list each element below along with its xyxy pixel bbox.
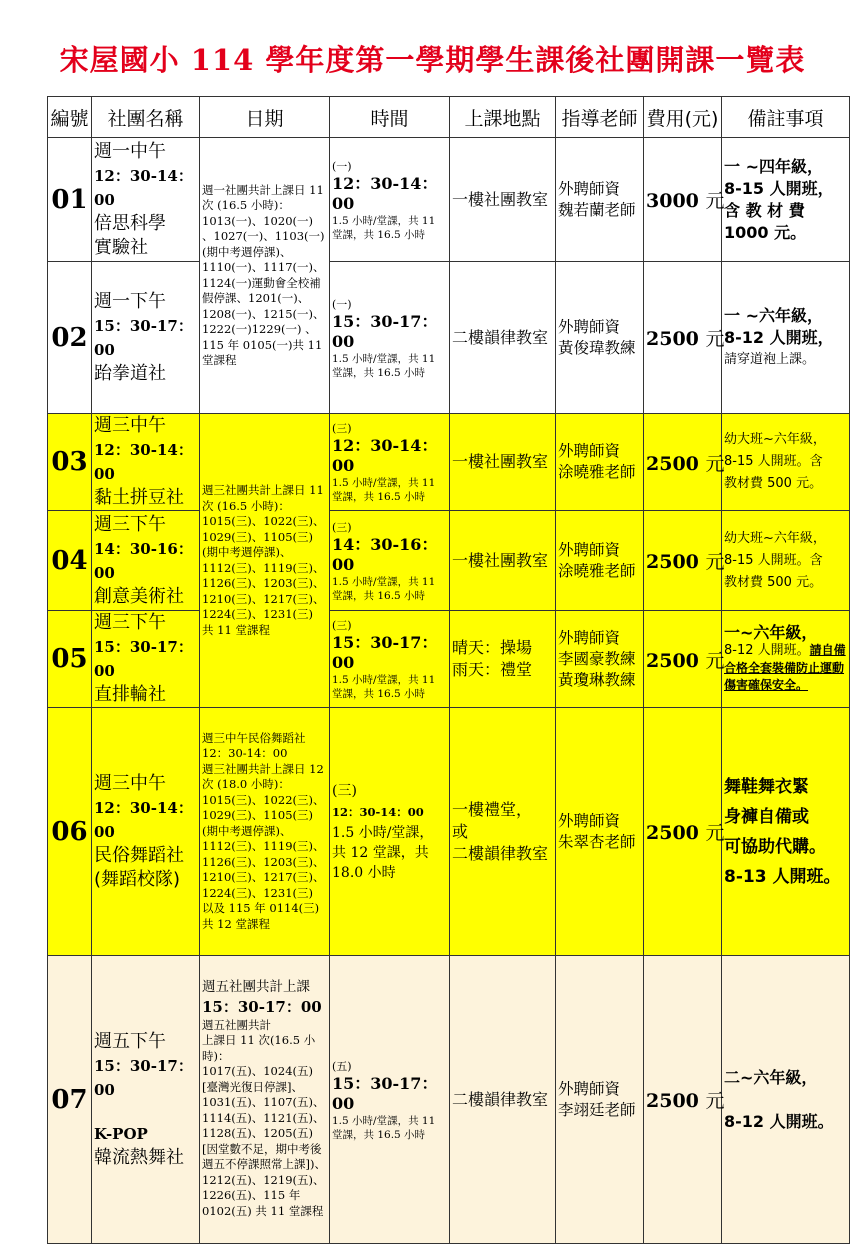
header-date: 日期	[200, 97, 330, 138]
club-name-cell	[92, 262, 200, 414]
table-row	[48, 414, 850, 511]
location-cell: 一樓社團教室	[450, 414, 556, 511]
teacher-line: 李國豪教練	[558, 649, 636, 668]
time-day: (三)	[332, 422, 352, 435]
club-name: 民俗舞蹈社	[94, 844, 184, 866]
club-time: 15：30-17：00	[94, 316, 193, 359]
row-number: 04	[48, 511, 92, 611]
time-cell	[330, 956, 450, 1244]
note-line: 8-15 人開班。含	[724, 454, 823, 469]
note-line: 8-15 人開班，	[724, 178, 834, 198]
date-cell: 週三社團共計上課日 11 次 (16.5 小時)：1015(三)、1022(三)、1029(三)、1105(三) (期中考週停課)、1112(三)、1119(三)、1126(三)、1203(三)、1210(三)、1217(三)、1224(三)、1231(三) 共 11 堂課程	[200, 414, 330, 708]
time-cell	[330, 262, 450, 414]
table-row	[48, 611, 850, 708]
location-line: 雨天：禮堂	[452, 660, 533, 679]
spacer	[94, 1102, 197, 1122]
time-main: 15：30-17：00	[332, 1073, 438, 1113]
fee-value: 2500	[646, 822, 699, 844]
teacher-cell	[556, 511, 644, 611]
note-line: 幼大班~六年級，	[724, 530, 826, 546]
table-row	[48, 956, 850, 1244]
notes-cell	[722, 414, 850, 511]
teacher-line: 外聘師資	[558, 540, 621, 559]
club-name: 實驗社	[94, 236, 148, 258]
date-cell: 週一社團共計上課日 11 次 (16.5 小時)：1013(一)、1020(一) 、1027(一)、1103(一) (期中考週停課)、1110(一)、1117(一)、1124(一)運動會全校補假停課、1201(一)、1208(一)、1215(一)、1222(一)1229(一) 、115 年 0105(一)共 11 堂課程	[200, 138, 330, 414]
club-name-cell	[92, 138, 200, 262]
fee-value: 3000	[646, 190, 699, 212]
note-line: 教材費 500 元。	[724, 476, 823, 491]
note-line: 8-12 人開班，	[724, 327, 834, 347]
table-row	[48, 511, 850, 611]
note-line: 可協助代購。	[724, 836, 826, 857]
club-day: 週三下午	[94, 513, 166, 535]
time-cell	[330, 511, 450, 611]
club-name-cell	[92, 511, 200, 611]
fee-unit: 元	[705, 190, 725, 212]
time-main: 15：30-17：00	[332, 311, 438, 351]
notes-cell	[722, 956, 850, 1244]
date-line: 週五社團共計	[202, 1017, 271, 1032]
teacher-line: 李翊廷老師	[558, 1100, 636, 1119]
fee-value: 2500	[646, 551, 699, 573]
time-day: (三)	[332, 520, 352, 534]
club-time: 15：30-17：00	[94, 1056, 193, 1099]
club-name-cell	[92, 611, 200, 708]
time-cell	[330, 611, 450, 708]
header-time: 時間	[330, 97, 450, 138]
note-line: 請穿道袍上課。	[724, 351, 816, 367]
time-sub: 1.5 小時/堂課，共 11 堂課，共 16.5 小時	[332, 1114, 436, 1141]
location-cell	[450, 708, 556, 956]
notes-cell	[722, 262, 850, 414]
page-title: 宋屋國小 114 學年度第一學期學生課後社團開課一覽表	[59, 43, 806, 77]
teacher-line: 外聘師資	[558, 179, 621, 198]
fee-cell	[644, 414, 725, 511]
teacher-line: 外聘師資	[558, 442, 621, 460]
location-cell: 一樓社團教室	[450, 511, 556, 611]
club-time: 12：30-14：00	[94, 441, 193, 483]
fee-cell	[644, 708, 725, 956]
header-notes: 備註事項	[722, 97, 850, 138]
club-name-cell	[92, 956, 200, 1244]
table-row	[48, 708, 850, 956]
note-line: 8-13 人開班。	[724, 866, 841, 887]
note-line: 8-12 人開班。	[724, 643, 810, 658]
date-line: 共 12 堂課程	[202, 916, 270, 931]
location-line: 二樓韻律教室	[452, 843, 549, 863]
club-day: 週三中午	[94, 415, 166, 436]
teacher-line: 外聘師資	[558, 811, 621, 830]
row-number: 01	[48, 138, 92, 262]
note-line: 舞鞋舞衣緊	[724, 776, 809, 797]
fee-cell	[644, 611, 725, 708]
date-line: 週三中午民俗舞蹈社	[202, 730, 306, 745]
fee-unit: 元	[705, 822, 725, 844]
row-number: 07	[48, 956, 92, 1244]
notes-cell	[722, 708, 850, 956]
club-name: K-POP	[94, 1124, 148, 1143]
row-number: 02	[48, 262, 92, 414]
teacher-line: 涂曉雅老師	[558, 561, 636, 580]
time-cell	[330, 414, 450, 511]
fee-cell	[644, 511, 725, 611]
notes-cell	[722, 138, 850, 262]
time-sub: 1.5 小時/堂課，共 11 堂課，共 16.5 小時	[332, 575, 436, 602]
club-time: 14：30-16：00	[94, 539, 193, 582]
teacher-line: 黃瓊琳教練	[558, 670, 636, 689]
date-line: 15：30-17：00	[202, 997, 322, 1016]
note-line: 一 ~六年級，	[724, 305, 823, 325]
notes-cell	[722, 611, 850, 708]
club-name: 跆拳道社	[94, 362, 166, 384]
fee-unit: 元	[705, 649, 725, 672]
header-fee: 費用(元)	[644, 97, 722, 138]
club-name: 韓流熱舞社	[94, 1146, 184, 1168]
fee-cell	[644, 138, 725, 262]
club-day: 週三下午	[94, 612, 166, 633]
fee-value: 2500	[646, 452, 699, 475]
time-sub: 1.5 小時/堂課，共 11 堂課，共 16.5 小時	[332, 214, 436, 241]
note-line: 1000 元。	[724, 222, 807, 242]
club-name: 創意美術社	[94, 585, 184, 607]
fee-unit: 元	[705, 328, 725, 350]
club-name: (舞蹈校隊)	[94, 868, 181, 890]
note-line: 一~六年級，	[724, 623, 818, 642]
teacher-cell	[556, 414, 644, 511]
date-line: 1017(五)、1024(五) [臺灣光復日停課]、1031(五)、1107(五)、1114(五)、1121(五)、1128(五)、1205(五) [因堂數不足，期中考後週五不停課照常上課])、1212(五)、1219(五)、1226(五)、115 年	[202, 1064, 326, 1202]
row-number: 06	[48, 708, 92, 956]
fee-unit: 元	[705, 452, 725, 475]
note-line: 二~六年級，	[724, 1067, 818, 1087]
location-cell: 二樓韻律教室	[450, 956, 556, 1244]
teacher-line: 魏若蘭老師	[558, 200, 636, 219]
location-line: 晴天：操場	[452, 638, 533, 657]
row-number: 03	[48, 414, 92, 511]
club-name-cell	[92, 414, 200, 511]
row-number: 05	[48, 611, 92, 708]
teacher-line: 黃俊瑋教練	[558, 338, 636, 357]
table-row	[48, 138, 850, 262]
date-line: 週五社團共計上課	[202, 979, 310, 995]
header-club-name: 社團名稱	[92, 97, 200, 138]
teacher-line: 朱翠杏老師	[558, 832, 636, 851]
date-line: 1015(三)、1022(三)、1029(三)、1105(三) (期中考週停課)、1112(三)、1119(三)、1126(三)、1203(三)、1210(三)、1217(三)、1224(三)、1231(三)	[202, 792, 325, 900]
note-line: 教材費 500 元。	[724, 574, 823, 590]
time-main: 12：30-14：00	[332, 173, 438, 213]
time-day: (三)	[332, 782, 357, 799]
notes-cell	[722, 511, 850, 611]
date-cell	[200, 956, 330, 1244]
club-time: 12：30-14：00	[94, 166, 193, 209]
teacher-cell	[556, 611, 644, 708]
time-cell	[330, 138, 450, 262]
location-cell	[450, 611, 556, 708]
teacher-cell	[556, 708, 644, 956]
club-name: 黏土拼豆社	[94, 487, 184, 508]
club-time: 15：30-17：00	[94, 638, 193, 680]
fee-value: 2500	[646, 328, 699, 350]
time-day: (一)	[332, 297, 352, 311]
note-line: 一 ~四年級，	[724, 156, 823, 176]
note-line: 8-15 人開班。含	[724, 552, 823, 568]
time-main: 12：30-14：00	[332, 804, 424, 819]
club-schedule-table	[47, 96, 850, 1244]
header-row	[48, 97, 850, 138]
date-cell	[200, 708, 330, 956]
time-main: 12：30-14：00	[332, 436, 438, 475]
time-sub: 1.5 小時/堂課，共 11 堂課，共 16.5 小時	[332, 477, 436, 503]
date-line: 12：30-14：00	[202, 746, 288, 761]
location-cell: 一樓社團教室	[450, 138, 556, 262]
teacher-cell	[556, 138, 644, 262]
header-num: 編號	[48, 97, 92, 138]
teacher-line: 外聘師資	[558, 317, 621, 336]
note-line: 幼大班~六年級，	[724, 432, 826, 447]
teacher-cell	[556, 262, 644, 414]
date-line: 上課日 11 次(16.5 小時)：	[202, 1033, 316, 1063]
fee-cell	[644, 262, 725, 414]
note-underlined: 請自備合格全套裝備防止運動傷害確保安全。	[724, 643, 846, 692]
header-location: 上課地點	[450, 97, 556, 138]
fee-unit: 元	[705, 1090, 725, 1112]
club-name: 倍思科學	[94, 212, 166, 234]
club-name: 直排輪社	[94, 684, 166, 705]
date-line: 週三社團共計上課日 12 次 (18.0 小時)：	[202, 761, 324, 792]
teacher-line: 外聘師資	[558, 1079, 621, 1098]
note-line: 8-12 人開班。	[724, 1111, 834, 1131]
fee-unit: 元	[705, 551, 725, 573]
location-cell: 二樓韻律教室	[450, 262, 556, 414]
time-cell	[330, 708, 450, 956]
club-day: 週一中午	[94, 140, 166, 162]
time-sub: 1.5 小時/堂課，共 11 堂課，共 16.5 小時	[332, 352, 436, 379]
time-day: (三)	[332, 619, 352, 632]
teacher-cell	[556, 956, 644, 1244]
club-day: 週三中午	[94, 772, 166, 794]
date-line: 0102(五) 共 11 堂課程	[202, 1203, 324, 1218]
time-main: 15：30-17：00	[332, 633, 438, 672]
club-day: 週五下午	[94, 1030, 166, 1052]
date-line: 以及 115 年 0114(三)	[202, 901, 320, 916]
location-line: 一樓禮堂，	[452, 799, 533, 819]
time-day: (一)	[332, 159, 352, 173]
time-main: 14：30-16：00	[332, 534, 438, 574]
time-day: (五)	[332, 1059, 352, 1073]
fee-cell	[644, 956, 725, 1244]
club-time: 12：30-14：00	[94, 798, 193, 841]
location-line: 或	[452, 821, 469, 841]
header-teacher: 指導老師	[556, 97, 644, 138]
fee-value: 2500	[646, 1090, 699, 1112]
club-name-cell	[92, 708, 200, 956]
note-line: 身褲自備或	[724, 806, 809, 827]
note-line: 含 教 材 費	[724, 200, 805, 220]
teacher-line: 外聘師資	[558, 628, 621, 647]
teacher-line: 涂曉雅老師	[558, 463, 636, 481]
club-day: 週一下午	[94, 290, 166, 312]
time-sub: 1.5 小時/堂課，共 11 堂課，共 16.5 小時	[332, 674, 436, 700]
time-sub: 1.5 小時/堂課，共 12 堂課，共 18.0 小時	[332, 824, 434, 881]
table-row	[48, 262, 850, 414]
fee-value: 2500	[646, 649, 699, 672]
